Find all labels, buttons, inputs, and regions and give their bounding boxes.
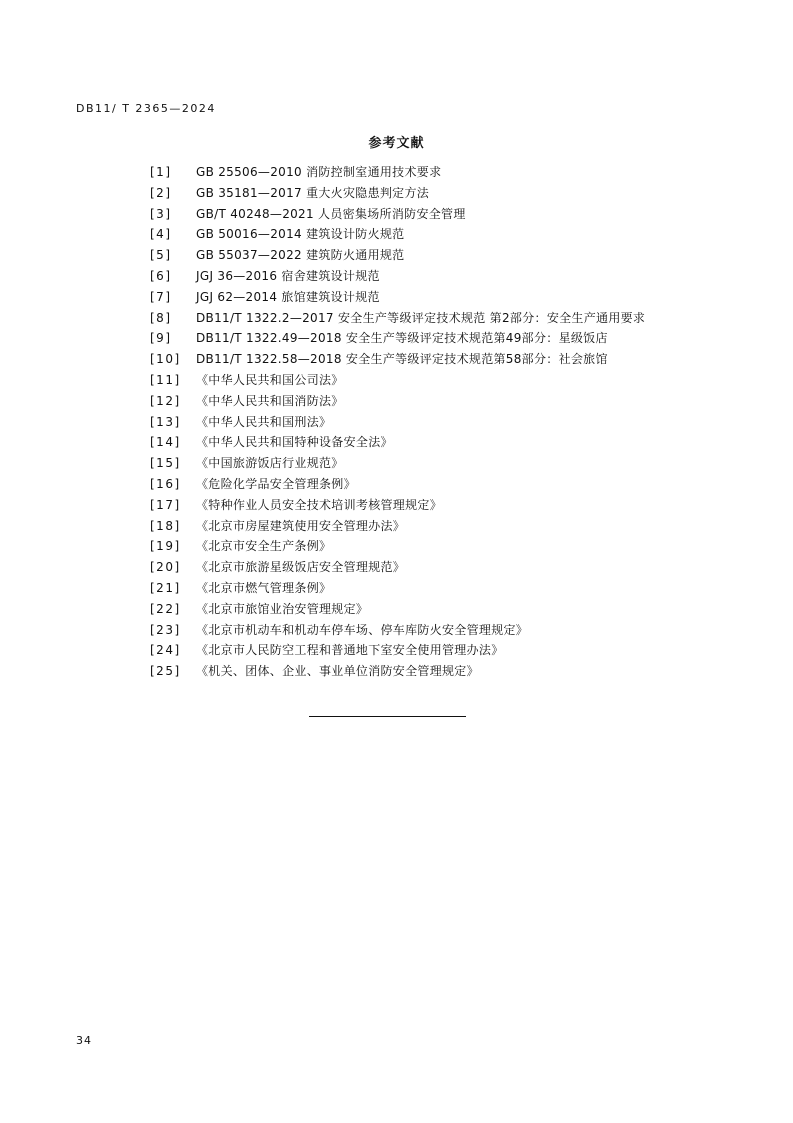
reference-number: [3] <box>150 206 172 221</box>
reference-text: 《北京市安全生产条例》 <box>196 539 332 554</box>
reference-number: [8] <box>150 310 172 325</box>
reference-item <box>150 287 730 308</box>
reference-number: [6] <box>150 268 172 283</box>
reference-text: GB 50016—2014 建筑设计防火规范 <box>196 227 405 242</box>
reference-text: 《北京市房屋建筑使用安全管理办法》 <box>196 518 406 533</box>
reference-number: [15] <box>150 456 181 471</box>
page-title: 参考文献 <box>368 136 425 151</box>
page-number: 34 <box>76 1034 92 1047</box>
reference-number: [9] <box>150 331 172 346</box>
reference-item <box>150 661 730 682</box>
reference-text: JGJ 36—2016 宿舍建筑设计规范 <box>196 268 380 283</box>
reference-item <box>150 391 730 412</box>
reference-text: 《中华人民共和国特种设备安全法》 <box>196 435 393 450</box>
reference-text: DB11/T 1322.49—2018 安全生产等级评定技术规范第49部分：星级饭店 <box>196 331 608 346</box>
reference-item <box>150 162 730 183</box>
reference-number: [21] <box>150 580 181 595</box>
reference-text: 《中华人民共和国刑法》 <box>196 414 332 429</box>
reference-item <box>150 266 730 287</box>
reference-item <box>150 474 730 495</box>
reference-text: 《北京市旅游星级饭店安全管理规范》 <box>196 560 406 575</box>
reference-text: 《北京市机动车和机动车停车场、停车库防火安全管理规定》 <box>196 622 529 637</box>
reference-text: 《危险化学品安全管理条例》 <box>196 476 356 491</box>
reference-text: GB 35181—2017 重大火灾隐患判定方法 <box>196 185 430 200</box>
reference-number: [22] <box>150 601 181 616</box>
reference-item <box>150 183 730 204</box>
reference-number: [20] <box>150 560 181 575</box>
reference-number: [24] <box>150 643 181 658</box>
reference-text: 《机关、团体、企业、事业单位消防安全管理规定》 <box>196 664 479 679</box>
reference-item <box>150 536 730 557</box>
reference-item <box>150 224 730 245</box>
standard-code: DB11/ T 2365—2024 <box>76 102 216 115</box>
reference-text: GB/T 40248—2021 人员密集场所消防安全管理 <box>196 206 466 221</box>
reference-number: [25] <box>150 664 181 679</box>
reference-item <box>150 432 730 453</box>
reference-number: [19] <box>150 539 181 554</box>
reference-item <box>150 599 730 620</box>
reference-text: DB11/T 1322.2—2017 安全生产等级评定技术规范 第2部分：安全生产通用要求 <box>196 310 646 325</box>
reference-text: 《北京市旅馆业治安管理规定》 <box>196 601 369 616</box>
reference-number: [11] <box>150 372 181 387</box>
reference-number: [10] <box>150 352 181 367</box>
reference-number: [13] <box>150 414 181 429</box>
reference-text: 《中国旅游饭店行业规范》 <box>196 456 344 471</box>
reference-item <box>150 328 730 349</box>
reference-item <box>150 370 730 391</box>
reference-number: [1] <box>150 165 172 179</box>
reference-item <box>150 620 730 641</box>
reference-item <box>150 308 730 329</box>
reference-number: [7] <box>150 289 172 304</box>
reference-text: 《北京市人民防空工程和普通地下室安全使用管理办法》 <box>196 643 504 658</box>
reference-item <box>150 495 730 516</box>
reference-item <box>150 578 730 599</box>
reference-item <box>150 640 730 661</box>
reference-number: [23] <box>150 622 181 637</box>
reference-number: [2] <box>150 185 172 200</box>
end-divider <box>309 716 466 717</box>
reference-item <box>150 204 730 225</box>
reference-number: [18] <box>150 518 181 533</box>
reference-number: [4] <box>150 227 172 242</box>
reference-text: GB 25506—2010 消防控制室通用技术要求 <box>196 165 442 179</box>
reference-number: [12] <box>150 393 181 408</box>
reference-text: 《北京市燃气管理条例》 <box>196 580 332 595</box>
reference-text: DB11/T 1322.58—2018 安全生产等级评定技术规范第58部分：社会旅馆 <box>196 352 608 367</box>
reference-list <box>150 162 730 682</box>
reference-item <box>150 516 730 537</box>
reference-item <box>150 349 730 370</box>
reference-number: [16] <box>150 476 181 491</box>
reference-item <box>150 245 730 266</box>
reference-text: 《中华人民共和国消防法》 <box>196 393 344 408</box>
reference-text: JGJ 62—2014 旅馆建筑设计规范 <box>196 289 380 304</box>
reference-number: [14] <box>150 435 181 450</box>
reference-text: 《中华人民共和国公司法》 <box>196 372 344 387</box>
reference-item <box>150 412 730 433</box>
reference-number: [5] <box>150 248 172 263</box>
reference-number: [17] <box>150 497 181 512</box>
reference-text: 《特种作业人员安全技术培训考核管理规定》 <box>196 497 443 512</box>
reference-item <box>150 557 730 578</box>
reference-text: GB 55037—2022 建筑防火通用规范 <box>196 248 405 263</box>
reference-item <box>150 453 730 474</box>
